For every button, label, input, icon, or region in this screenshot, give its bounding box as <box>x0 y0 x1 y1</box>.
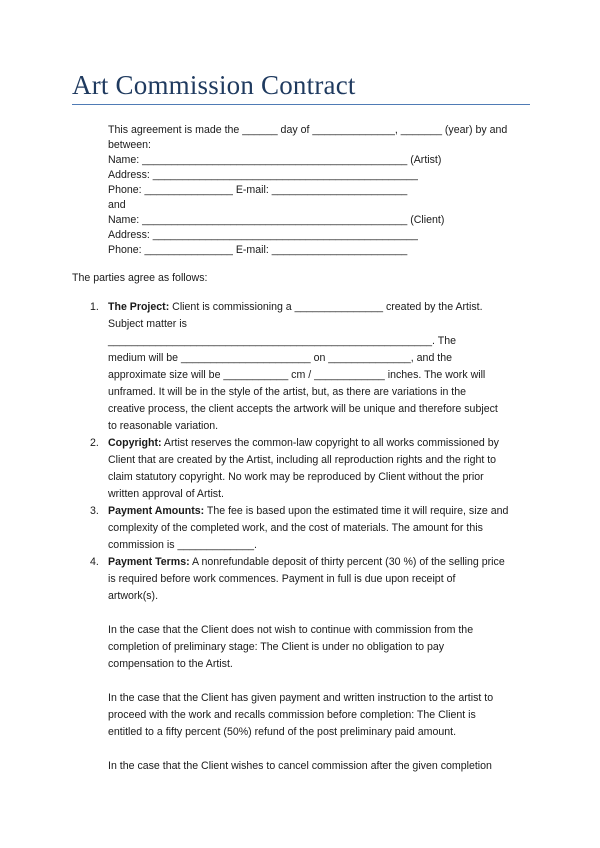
item-line: artwork(s). <box>108 590 159 602</box>
client-name-line: Name: _____________________________________________ (Client) <box>108 214 445 226</box>
item-line: unframed. It will be in the style of the artist, but, as there are variations in the <box>108 386 467 398</box>
item-line: complexity of the completed work, and the cost of materials. The amount for this <box>108 522 483 534</box>
item-line: to reasonable variation. <box>108 420 219 432</box>
item-number: 1. <box>90 301 99 313</box>
item-line: _______________________________________________________. The <box>108 335 456 347</box>
item-line: Payment Terms: A nonrefundable deposit of thirty percent (30 %) of the selling price <box>108 556 505 568</box>
item-heading: Payment Amounts: <box>108 505 205 517</box>
item-line: Payment Amounts: The fee is based upon the estimated time it will require, size and <box>108 505 509 517</box>
paragraph-line: In the case that the Client wishes to cancel commission after the given completion <box>108 760 492 772</box>
item-line: Client that are created by the Artist, including all reproduction rights and the right to <box>108 454 497 466</box>
item-number: 4. <box>90 556 99 568</box>
item-heading: Payment Terms: <box>108 556 190 568</box>
item-line: approximate size will be ___________ cm / ____________ inches. The work will <box>108 369 486 381</box>
intro-line: This agreement is made the ______ day of ______________, _______ (year) by and <box>108 124 508 136</box>
paragraph-line: entitled to a fifty percent (50%) refund of the post preliminary paid amount. <box>108 726 457 738</box>
page-title: Art Commission Contract <box>72 70 356 100</box>
item-line: creative process, the client accepts the artwork will be unique and therefore subject <box>108 403 498 415</box>
artist-name-line: Name: _____________________________________________ (Artist) <box>108 154 442 166</box>
item-line: Copyright: Artist reserves the common-law copyright to all works commissioned by <box>108 437 499 449</box>
item-heading: Copyright: <box>108 437 162 449</box>
item-line: claim statutory copyright. No work may be reproduced by Client without the prior <box>108 471 484 483</box>
title-divider <box>72 104 530 105</box>
item-line: is required before work commences. Payment in full is due upon receipt of <box>108 573 456 585</box>
paragraph-line: completion of preliminary stage: The Client is under no obligation to pay <box>108 641 445 653</box>
item-heading: The Project: <box>108 301 170 313</box>
intro-line: between: <box>108 139 151 151</box>
intro-and: and <box>108 199 126 211</box>
item-line: commission is _____________. <box>108 539 257 551</box>
client-address-line: Address: _____________________________________________ <box>108 229 418 241</box>
item-line: The Project: Client is commissioning a _______________ created by the Artist. <box>108 301 483 313</box>
item-line: written approval of Artist. <box>108 488 224 500</box>
item-number: 2. <box>90 437 99 449</box>
paragraph-line: In the case that the Client does not wish to continue with commission from the <box>108 624 474 636</box>
item-line: medium will be ______________________ on ______________, and the <box>108 352 453 364</box>
paragraph-line: In the case that the Client has given payment and written instruction to the artist to <box>108 692 494 704</box>
parties-agree-text: The parties agree as follows: <box>72 272 208 284</box>
artist-contact-line: Phone: _______________ E-mail: _______________________ <box>108 184 408 196</box>
paragraph-line: compensation to the Artist. <box>108 658 233 670</box>
item-line: Subject matter is <box>108 318 187 330</box>
client-contact-line: Phone: _______________ E-mail: _______________________ <box>108 244 408 256</box>
item-number: 3. <box>90 505 99 517</box>
artist-address-line: Address: _____________________________________________ <box>108 169 418 181</box>
paragraph-line: proceed with the work and recalls commission before completion: The Client is <box>108 709 476 721</box>
